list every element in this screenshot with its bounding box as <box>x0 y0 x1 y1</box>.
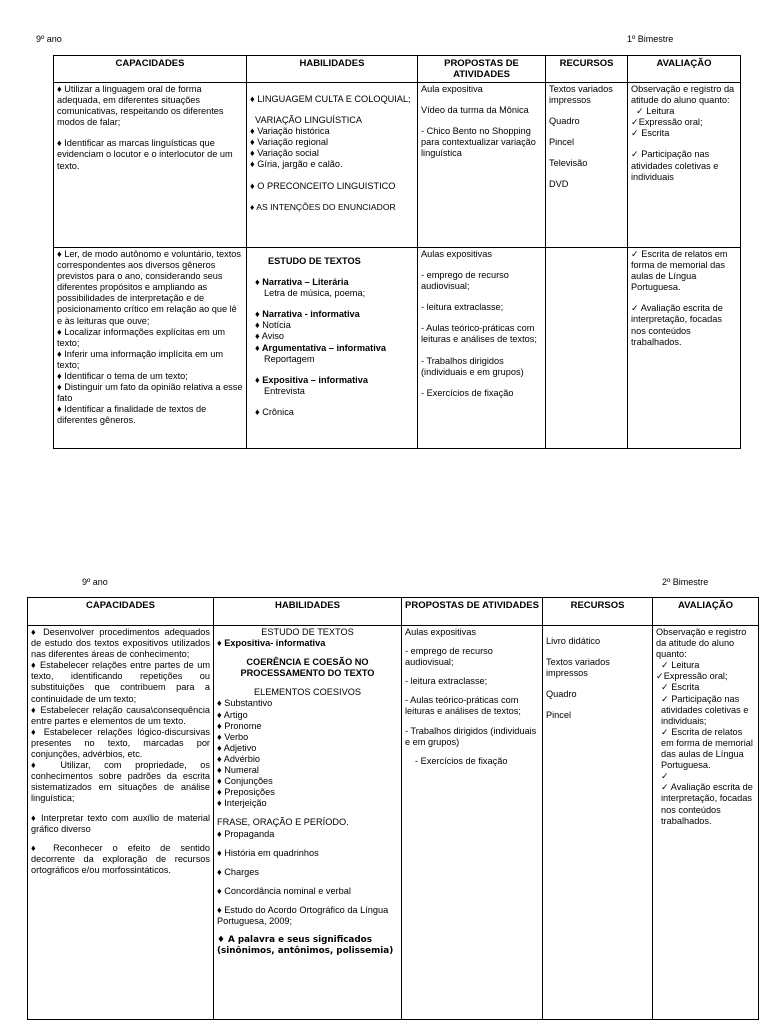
capacidade-item: ♦ Desenvolver procedimentos adequados de estudo dos textos expositivos utilizados nas diferentes áreas de conhecimento; <box>31 627 210 660</box>
capacidades-cell <box>54 83 247 248</box>
habilidade-heading: ♦ Expositiva – informativa <box>255 374 368 385</box>
recurso-item: Quadro <box>549 116 580 127</box>
avaliacao-item: ✓ Leitura <box>661 660 700 671</box>
propostas-cell <box>402 626 543 1020</box>
avaliacao-cell <box>653 626 759 1020</box>
avaliacao-item: ✓ Leitura <box>636 106 675 117</box>
avaliacao-item: ✓Expressão oral; <box>656 671 728 682</box>
proposta-item: - emprego de recurso audiovisual; <box>405 646 493 668</box>
habilidade-item: ♦ O PRECONCEITO LINGUISTICO <box>250 180 396 191</box>
proposta-item: - Exercícios de fixação <box>421 387 514 398</box>
capacidade-item: ♦ Utilizar a linguagem oral de forma adequada, em diferentes situações comunicativas, respeitando os diferentes modos de falar; <box>57 84 224 128</box>
habilidade-item: ♦ Verbo <box>217 731 249 742</box>
capacidades-cell <box>54 248 247 449</box>
recursos-cell <box>543 626 653 1020</box>
proposta-item: Aula expositiva <box>421 84 483 94</box>
habilidade-item: ♦ Variação social <box>250 148 319 159</box>
plan-table-2 <box>27 597 759 1020</box>
recurso-item: DVD <box>549 179 569 190</box>
proposta-item: - Chico Bento no Shopping para contextualizar variação linguística <box>421 126 536 159</box>
recurso-item: Televisão <box>549 158 588 169</box>
avaliacao-item: ✓ Escrita <box>631 128 670 139</box>
recursos-cell <box>546 83 628 248</box>
header-avaliacao: AVALIAÇÃO <box>628 56 741 83</box>
recurso-item: Pincel <box>549 137 575 148</box>
recurso-item: Textos variados impressos <box>549 84 613 106</box>
habilidades-cell <box>247 83 418 248</box>
habilidade-heading: COERÊNCIA E COESÃO NO PROCESSAMENTO DO TEXTO <box>240 657 375 679</box>
habilidade-item: ♦ Aviso <box>255 331 285 342</box>
habilidade-item: ♦ Preposições <box>217 787 275 798</box>
habilidade-item: ♦ Interjeição <box>217 798 267 809</box>
habilidade-item: Letra de música, poema; <box>264 288 366 299</box>
plan-table-1 <box>53 55 741 449</box>
recursos-cell <box>546 248 628 449</box>
habilidades-cell <box>247 248 418 449</box>
habilidade-heading: ♦ Narrativa – Literária <box>255 277 349 288</box>
capacidades-cell <box>28 626 214 1020</box>
habilidade-item: ♦ Pronome <box>217 720 262 731</box>
header-propostas: PROPOSTAS DE ATIVIDADES <box>418 56 546 83</box>
recurso-item: Livro didático <box>546 636 601 646</box>
habilidades-cell <box>214 626 402 1020</box>
habilidade-item: ♦ Numeral <box>217 765 259 776</box>
header-capacidades: CAPACIDADES <box>54 56 247 83</box>
capacidade-item: ♦ Estabelecer relação causa\consequência entre partes e elementos de um texto. <box>31 704 210 726</box>
recurso-item: Textos variados impressos <box>546 657 610 679</box>
habilidade-heading: FRASE, ORAÇÃO E PERÍODO. <box>217 817 349 828</box>
proposta-item: - leitura extraclasse; <box>421 302 504 313</box>
capacidade-item: ♦ Ler, de modo autônomo e voluntário, textos correspondentes aos diversos gêneros previstos para o ano, considerando seus diferentes propósitos e ampliando as possibilidades de interpretação e de posicionamento crítico em relação ao que lê e às leituras que ouve; <box>57 249 241 326</box>
proposta-item: Vídeo da turma da Mônica <box>421 105 529 116</box>
header-recursos: RECURSOS <box>546 56 628 83</box>
proposta-item: - Trabalhos dirigidos (individuais e em grupos) <box>421 355 524 377</box>
proposta-item: Aulas expositivas <box>405 627 476 637</box>
habilidade-item: ♦ História em quadrinhos <box>217 847 319 858</box>
avaliacao-item: ✓Expressão oral; <box>631 117 703 128</box>
period-label: 1º Bimestre <box>627 34 674 44</box>
habilidade-item: ♦ AS INTENÇÕES DO ENUNCIADOR <box>250 201 396 212</box>
habilidade-item: ♦ Concordância nominal e verbal <box>217 885 351 896</box>
capacidade-item: ♦ Distinguir um fato da opinião relativa a esse fato <box>57 382 243 404</box>
habilidade-item: ♦ Estudo do Acordo Ortográfico da Língua Portuguesa, 2009; <box>217 904 389 926</box>
capacidade-item: ♦ Identificar o tema de um texto; <box>57 371 188 382</box>
habilidade-item: ♦ Crônica <box>255 406 294 417</box>
habilidade-heading: ♦ Narrativa - informativa <box>255 309 360 320</box>
header-recursos: RECURSOS <box>543 598 653 626</box>
habilidade-item: ♦ Adjetivo <box>217 742 257 753</box>
capacidade-item: ♦ Identificar as marcas linguísticas que evidenciam o locutor e o interlocutor de um texto. <box>57 138 233 171</box>
proposta-item: - Aulas teórico-práticas com leituras e análises de textos; <box>421 323 537 345</box>
grade-label: 9º ano <box>82 577 108 587</box>
avaliacao-item: ✓ <box>661 771 669 782</box>
habilidade-item: ♦ Gíria, jargão e calão. <box>250 159 343 170</box>
avaliacao-cell <box>628 248 741 449</box>
avaliacao-item: ✓ Escrita de relatos em forma de memorial das aulas de Língua Portuguesa. <box>661 726 753 771</box>
habilidade-item: Reportagem <box>264 353 315 364</box>
capacidade-item: ♦ Localizar informações explícitas em um texto; <box>57 326 226 348</box>
habilidade-item: ♦ LINGUAGEM CULTA E COLOQUIAL; <box>250 94 411 104</box>
habilidade-heading: ♦ Argumentativa – informativa <box>255 342 386 353</box>
capacidade-item: ♦ Estabelecer relações lógico-discursivas presentes no texto, marcadas por conjunções, advérbios, etc. <box>31 726 210 760</box>
avaliacao-item: ✓ Avaliação escrita de interpretação, focadas nos conteúdos trabalhados. <box>631 303 723 347</box>
grade-label: 9º ano <box>36 34 62 44</box>
capacidade-item: ♦ Inferir uma informação implícita em um texto; <box>57 348 224 370</box>
capacidade-item: ♦ Interpretar texto com auxílio de material gráfico diverso <box>31 812 210 834</box>
habilidade-heading: ESTUDO DE TEXTOS <box>268 256 361 266</box>
habilidade-item: ♦ Artigo <box>217 709 248 720</box>
propostas-cell <box>418 83 546 248</box>
capacidade-item: ♦ Reconhecer o efeito de sentido decorrente da exploração de recursos ortográficos e/ou morfossintáticos. <box>31 842 210 875</box>
header-capacidades: CAPACIDADES <box>28 598 214 626</box>
header-avaliacao: AVALIAÇÃO <box>653 598 759 626</box>
header-habilidades: HABILIDADES <box>214 598 402 626</box>
period-label: 2º Bimestre <box>662 577 709 587</box>
avaliacao-item: ✓ Participação nas atividades coletivas e individuais; <box>661 693 749 726</box>
proposta-item: Aulas expositivas <box>421 249 492 259</box>
avaliacao-cell <box>628 83 741 248</box>
habilidade-heading: VARIAÇÃO LINGUÍSTICA <box>255 115 363 126</box>
recurso-item: Pincel <box>546 710 572 721</box>
header-habilidades: HABILIDADES <box>247 56 418 83</box>
habilidade-item: ♦ Variação regional <box>250 137 329 148</box>
proposta-item: - Exercícios de fixação <box>415 755 508 766</box>
habilidade-item: ♦ Conjunções <box>217 776 273 787</box>
avaliacao-item: Observação e registro da atitude do aluno quanto: <box>656 627 747 660</box>
avaliacao-item: ✓ Participação nas atividades coletivas e individuais <box>631 149 719 182</box>
proposta-item: - Trabalhos dirigidos (individuais e em grupos) <box>405 725 537 747</box>
habilidade-item: Entrevista <box>264 385 305 396</box>
habilidade-item: ♦ Variação histórica <box>250 126 330 137</box>
recurso-item: Quadro <box>546 689 577 700</box>
habilidade-heading: ESTUDO DE TEXTOS <box>261 627 354 637</box>
proposta-item: - Aulas teórico-práticas com leituras e análises de textos; <box>405 695 521 717</box>
habilidade-item: ♦ A palavra e seus significados (sinônimos, antônimos, polissemia) <box>217 935 394 957</box>
habilidade-item: ♦ Advérbio <box>217 753 260 764</box>
avaliacao-item: ✓ Escrita de relatos em forma de memorial das aulas de Língua Portuguesa. <box>631 249 728 293</box>
propostas-cell <box>418 248 546 449</box>
capacidade-item: ♦ Utilizar, com propriedade, os conhecimentos sobre padrões da escrita sistematizados em situações de análise linguística; <box>31 760 210 804</box>
proposta-item: - emprego de recurso audiovisual; <box>421 270 509 292</box>
habilidade-heading: ELEMENTOS COESIVOS <box>253 687 362 698</box>
header-propostas: PROPOSTAS DE ATIVIDADES <box>402 598 543 626</box>
avaliacao-item: Observação e registro da atitude do aluno quanto: <box>631 84 735 106</box>
capacidade-item: ♦ Identificar a finalidade de textos de diferentes gêneros. <box>57 404 207 426</box>
avaliacao-item: ✓ Escrita <box>661 682 700 693</box>
capacidade-item: ♦ Estabelecer relações entre partes de um texto, identificando repetições ou substituições que contribuem para a continuidade de um texto; <box>31 660 210 704</box>
habilidade-item: ♦ Notícia <box>255 320 291 331</box>
habilidade-item: ♦ Charges <box>217 866 259 877</box>
avaliacao-item: ✓ Avaliação escrita de interpretação, focadas nos conteúdos trabalhados. <box>661 782 753 826</box>
habilidade-heading: ♦ Expositiva- informativa <box>217 638 326 649</box>
habilidade-item: ♦ Substantivo <box>217 698 273 709</box>
proposta-item: - leitura extraclasse; <box>405 676 488 687</box>
habilidade-item: ♦ Propaganda <box>217 828 275 839</box>
